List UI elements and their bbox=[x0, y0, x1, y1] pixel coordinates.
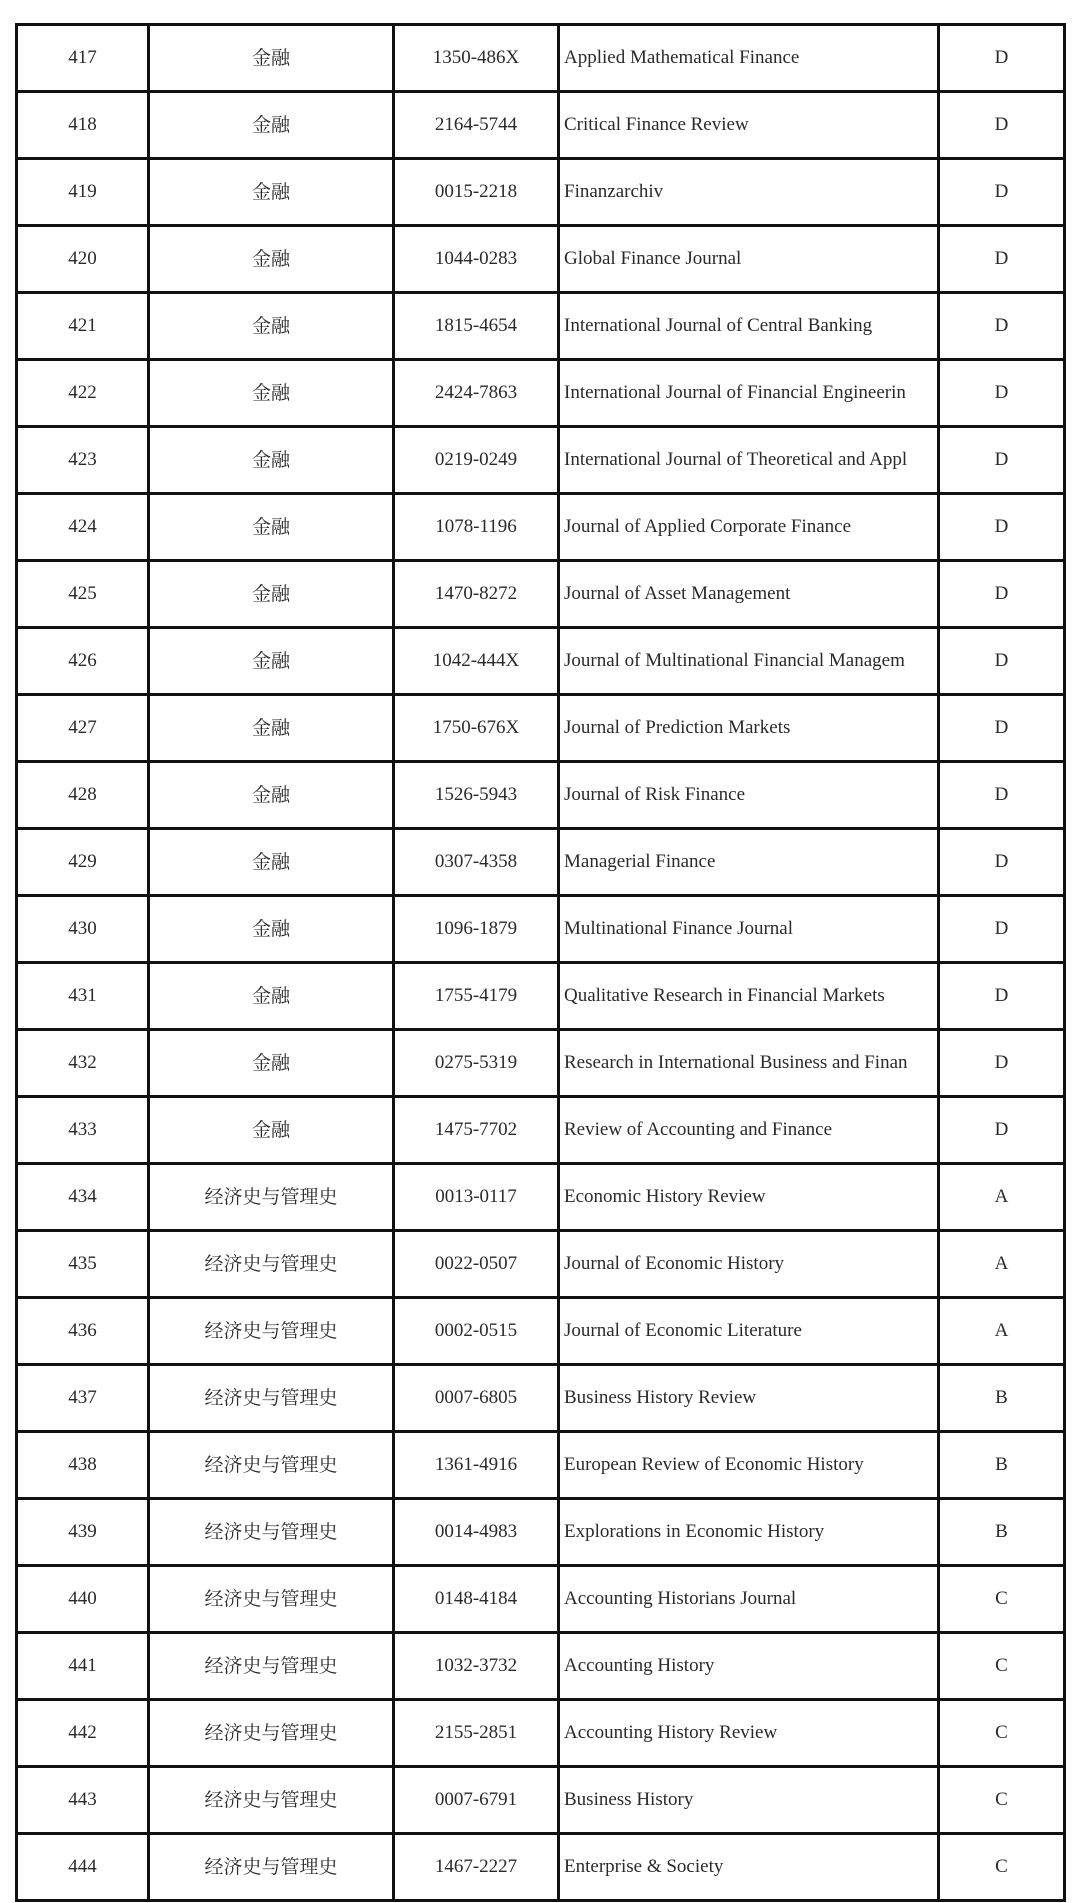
table-row bbox=[17, 1097, 1065, 1164]
category-cell: 经济史与管理史 bbox=[149, 1365, 394, 1432]
issn-cell: 1032-3732 bbox=[394, 1633, 559, 1700]
category-cell: 金融 bbox=[149, 963, 394, 1030]
category-cell: 金融 bbox=[149, 561, 394, 628]
table-row bbox=[17, 1365, 1065, 1432]
row-number-cell: 434 bbox=[17, 1164, 149, 1231]
table-row bbox=[17, 1566, 1065, 1633]
journal-title-cell: Business History bbox=[559, 1767, 939, 1834]
level-cell: A bbox=[939, 1164, 1065, 1231]
row-number-cell: 420 bbox=[17, 226, 149, 293]
table-row bbox=[17, 494, 1065, 561]
journal-title-cell: International Journal of Theoretical and Appl bbox=[559, 427, 939, 494]
row-number-cell: 423 bbox=[17, 427, 149, 494]
journal-title-cell: Multinational Finance Journal bbox=[559, 896, 939, 963]
level-cell: B bbox=[939, 1499, 1065, 1566]
table-row bbox=[17, 226, 1065, 293]
category-cell: 经济史与管理史 bbox=[149, 1834, 394, 1901]
table-row bbox=[17, 1767, 1065, 1834]
category-cell: 经济史与管理史 bbox=[149, 1164, 394, 1231]
level-cell: D bbox=[939, 628, 1065, 695]
row-number-cell: 443 bbox=[17, 1767, 149, 1834]
table-row bbox=[17, 762, 1065, 829]
issn-cell: 2424-7863 bbox=[394, 360, 559, 427]
journal-title-cell: Journal of Risk Finance bbox=[559, 762, 939, 829]
issn-cell: 2164-5744 bbox=[394, 92, 559, 159]
issn-cell: 1044-0283 bbox=[394, 226, 559, 293]
journal-title-cell: Accounting History Review bbox=[559, 1700, 939, 1767]
journal-title-cell: Explorations in Economic History bbox=[559, 1499, 939, 1566]
issn-cell: 0015-2218 bbox=[394, 159, 559, 226]
row-number-cell: 439 bbox=[17, 1499, 149, 1566]
table-row bbox=[17, 1030, 1065, 1097]
level-cell: D bbox=[939, 159, 1065, 226]
journal-title-cell: Applied Mathematical Finance bbox=[559, 25, 939, 92]
table-row bbox=[17, 1432, 1065, 1499]
journal-title-cell: European Review of Economic History bbox=[559, 1432, 939, 1499]
table-row bbox=[17, 1834, 1065, 1901]
journal-title-cell: Global Finance Journal bbox=[559, 226, 939, 293]
journal-title-cell: International Journal of Financial Engineerin bbox=[559, 360, 939, 427]
issn-cell: 0275-5319 bbox=[394, 1030, 559, 1097]
category-cell: 金融 bbox=[149, 1097, 394, 1164]
issn-cell: 0002-0515 bbox=[394, 1298, 559, 1365]
category-cell: 经济史与管理史 bbox=[149, 1633, 394, 1700]
issn-cell: 1042-444X bbox=[394, 628, 559, 695]
row-number-cell: 419 bbox=[17, 159, 149, 226]
table-row bbox=[17, 159, 1065, 226]
issn-cell: 0307-4358 bbox=[394, 829, 559, 896]
issn-cell: 1096-1879 bbox=[394, 896, 559, 963]
journal-title-cell: Research in International Business and Finan bbox=[559, 1030, 939, 1097]
row-number-cell: 428 bbox=[17, 762, 149, 829]
level-cell: D bbox=[939, 427, 1065, 494]
journal-title-cell: Enterprise & Society bbox=[559, 1834, 939, 1901]
level-cell: D bbox=[939, 360, 1065, 427]
table-row bbox=[17, 427, 1065, 494]
table-row bbox=[17, 92, 1065, 159]
issn-cell: 1078-1196 bbox=[394, 494, 559, 561]
level-cell: D bbox=[939, 829, 1065, 896]
category-cell: 金融 bbox=[149, 829, 394, 896]
journal-title-cell: Journal of Multinational Financial Managem bbox=[559, 628, 939, 695]
issn-cell: 0007-6805 bbox=[394, 1365, 559, 1432]
row-number-cell: 440 bbox=[17, 1566, 149, 1633]
row-number-cell: 441 bbox=[17, 1633, 149, 1700]
category-cell: 经济史与管理史 bbox=[149, 1432, 394, 1499]
category-cell: 金融 bbox=[149, 628, 394, 695]
journal-title-cell: Accounting Historians Journal bbox=[559, 1566, 939, 1633]
issn-cell: 1755-4179 bbox=[394, 963, 559, 1030]
level-cell: D bbox=[939, 896, 1065, 963]
row-number-cell: 425 bbox=[17, 561, 149, 628]
level-cell: C bbox=[939, 1633, 1065, 1700]
journal-title-cell: Accounting History bbox=[559, 1633, 939, 1700]
level-cell: A bbox=[939, 1298, 1065, 1365]
row-number-cell: 430 bbox=[17, 896, 149, 963]
category-cell: 金融 bbox=[149, 159, 394, 226]
issn-cell: 1526-5943 bbox=[394, 762, 559, 829]
journal-title-cell: Managerial Finance bbox=[559, 829, 939, 896]
issn-cell: 2155-2851 bbox=[394, 1700, 559, 1767]
table-row bbox=[17, 628, 1065, 695]
table-row bbox=[17, 360, 1065, 427]
issn-cell: 1750-676X bbox=[394, 695, 559, 762]
row-number-cell: 424 bbox=[17, 494, 149, 561]
issn-cell: 0022-0507 bbox=[394, 1231, 559, 1298]
category-cell: 经济史与管理史 bbox=[149, 1298, 394, 1365]
level-cell: C bbox=[939, 1700, 1065, 1767]
level-cell: D bbox=[939, 1097, 1065, 1164]
category-cell: 金融 bbox=[149, 92, 394, 159]
category-cell: 金融 bbox=[149, 695, 394, 762]
journal-title-cell: Economic History Review bbox=[559, 1164, 939, 1231]
row-number-cell: 429 bbox=[17, 829, 149, 896]
level-cell: D bbox=[939, 92, 1065, 159]
category-cell: 金融 bbox=[149, 226, 394, 293]
category-cell: 金融 bbox=[149, 25, 394, 92]
level-cell: D bbox=[939, 25, 1065, 92]
issn-cell: 0013-0117 bbox=[394, 1164, 559, 1231]
journal-table bbox=[15, 23, 1066, 1902]
row-number-cell: 427 bbox=[17, 695, 149, 762]
issn-cell: 1815-4654 bbox=[394, 293, 559, 360]
level-cell: B bbox=[939, 1365, 1065, 1432]
category-cell: 金融 bbox=[149, 427, 394, 494]
category-cell: 金融 bbox=[149, 494, 394, 561]
row-number-cell: 432 bbox=[17, 1030, 149, 1097]
journal-title-cell: Journal of Economic History bbox=[559, 1231, 939, 1298]
issn-cell: 1350-486X bbox=[394, 25, 559, 92]
level-cell: D bbox=[939, 226, 1065, 293]
issn-cell: 1361-4916 bbox=[394, 1432, 559, 1499]
journal-title-cell: Business History Review bbox=[559, 1365, 939, 1432]
table-row bbox=[17, 963, 1065, 1030]
table-row bbox=[17, 293, 1065, 360]
row-number-cell: 422 bbox=[17, 360, 149, 427]
table-row bbox=[17, 1164, 1065, 1231]
level-cell: D bbox=[939, 963, 1065, 1030]
row-number-cell: 417 bbox=[17, 25, 149, 92]
level-cell: C bbox=[939, 1834, 1065, 1901]
journal-table-body bbox=[17, 25, 1065, 1901]
journal-title-cell: Review of Accounting and Finance bbox=[559, 1097, 939, 1164]
row-number-cell: 431 bbox=[17, 963, 149, 1030]
row-number-cell: 436 bbox=[17, 1298, 149, 1365]
table-row bbox=[17, 1700, 1065, 1767]
row-number-cell: 421 bbox=[17, 293, 149, 360]
category-cell: 金融 bbox=[149, 762, 394, 829]
journal-title-cell: Qualitative Research in Financial Markets bbox=[559, 963, 939, 1030]
level-cell: D bbox=[939, 293, 1065, 360]
category-cell: 金融 bbox=[149, 360, 394, 427]
table-row bbox=[17, 25, 1065, 92]
table-row bbox=[17, 1231, 1065, 1298]
level-cell: D bbox=[939, 494, 1065, 561]
issn-cell: 0219-0249 bbox=[394, 427, 559, 494]
level-cell: C bbox=[939, 1767, 1065, 1834]
journal-title-cell: Journal of Economic Literature bbox=[559, 1298, 939, 1365]
category-cell: 经济史与管理史 bbox=[149, 1767, 394, 1834]
category-cell: 经济史与管理史 bbox=[149, 1499, 394, 1566]
row-number-cell: 418 bbox=[17, 92, 149, 159]
table-row bbox=[17, 896, 1065, 963]
row-number-cell: 437 bbox=[17, 1365, 149, 1432]
level-cell: D bbox=[939, 695, 1065, 762]
issn-cell: 1467-2227 bbox=[394, 1834, 559, 1901]
row-number-cell: 435 bbox=[17, 1231, 149, 1298]
journal-title-cell: Journal of Applied Corporate Finance bbox=[559, 494, 939, 561]
level-cell: C bbox=[939, 1566, 1065, 1633]
journal-title-cell: Finanzarchiv bbox=[559, 159, 939, 226]
issn-cell: 0014-4983 bbox=[394, 1499, 559, 1566]
journal-title-cell: Critical Finance Review bbox=[559, 92, 939, 159]
level-cell: A bbox=[939, 1231, 1065, 1298]
journal-title-cell: Journal of Prediction Markets bbox=[559, 695, 939, 762]
table-row bbox=[17, 1298, 1065, 1365]
row-number-cell: 438 bbox=[17, 1432, 149, 1499]
category-cell: 金融 bbox=[149, 1030, 394, 1097]
issn-cell: 1470-8272 bbox=[394, 561, 559, 628]
category-cell: 金融 bbox=[149, 896, 394, 963]
category-cell: 经济史与管理史 bbox=[149, 1231, 394, 1298]
table-row bbox=[17, 829, 1065, 896]
issn-cell: 0148-4184 bbox=[394, 1566, 559, 1633]
issn-cell: 1475-7702 bbox=[394, 1097, 559, 1164]
level-cell: D bbox=[939, 561, 1065, 628]
category-cell: 金融 bbox=[149, 293, 394, 360]
level-cell: B bbox=[939, 1432, 1065, 1499]
table-row bbox=[17, 561, 1065, 628]
category-cell: 经济史与管理史 bbox=[149, 1566, 394, 1633]
row-number-cell: 444 bbox=[17, 1834, 149, 1901]
issn-cell: 0007-6791 bbox=[394, 1767, 559, 1834]
level-cell: D bbox=[939, 1030, 1065, 1097]
level-cell: D bbox=[939, 762, 1065, 829]
category-cell: 经济史与管理史 bbox=[149, 1700, 394, 1767]
table-row bbox=[17, 1499, 1065, 1566]
table-row bbox=[17, 695, 1065, 762]
row-number-cell: 442 bbox=[17, 1700, 149, 1767]
journal-title-cell: International Journal of Central Banking bbox=[559, 293, 939, 360]
row-number-cell: 426 bbox=[17, 628, 149, 695]
row-number-cell: 433 bbox=[17, 1097, 149, 1164]
table-row bbox=[17, 1633, 1065, 1700]
journal-title-cell: Journal of Asset Management bbox=[559, 561, 939, 628]
